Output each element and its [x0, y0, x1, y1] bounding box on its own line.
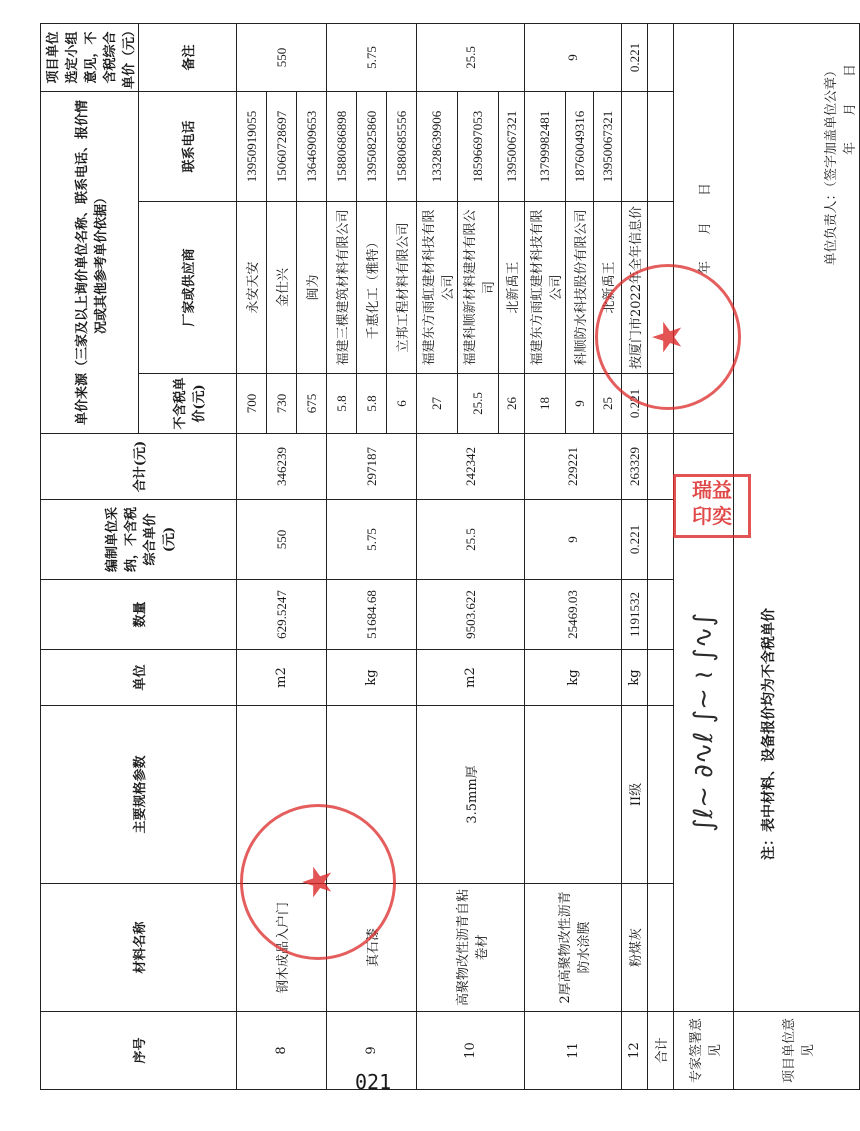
cell-supplier: 福建东方雨虹建材科技有限公司: [525, 202, 566, 374]
summary-label: 合计: [648, 1012, 674, 1090]
cell-no: 9: [327, 1012, 417, 1090]
col-pre-tax: 不含税单价(元): [139, 374, 237, 434]
project-date: 年 月 日: [843, 64, 858, 156]
cell-qty: 1191532: [622, 580, 648, 650]
cell-quote-price: 5.8: [327, 374, 357, 434]
cell-total: 229221: [525, 434, 622, 500]
cell-name: 高聚物改性沥青自粘卷材: [417, 884, 525, 1012]
table-row: [417, 24, 458, 1090]
expert-label: 专家签署意见: [674, 1012, 734, 1090]
rotated-price-sheet: [40, 23, 858, 1090]
col-unit: 单位: [41, 650, 237, 706]
cell-total: 242342: [417, 434, 525, 500]
cell-supplier: 金仕兴: [267, 202, 297, 374]
header-row-1: [41, 24, 139, 1090]
cell-unit: kg: [622, 650, 648, 706]
cell-name: 真石漆: [327, 884, 417, 1012]
cell-phone: 13950919055: [237, 92, 267, 202]
cell-phone: 15880686898: [327, 92, 357, 202]
cell-supplier: 立邦工程材料有限公司: [387, 202, 417, 374]
cell-supplier: 北新禹王: [594, 202, 622, 374]
cell-no: 10: [417, 1012, 525, 1090]
cell-no: 8: [237, 1012, 327, 1090]
summary-row: [648, 24, 674, 1090]
cell-total: 263329: [622, 434, 648, 500]
cell-phone: 13950825860: [357, 92, 387, 202]
col-total: 合计(元): [41, 434, 237, 500]
cell-phone: 13950067321: [594, 92, 622, 202]
cell-name: 粉煤灰: [622, 884, 648, 1012]
cell-supplier: 福建科顺新材料建材有限公司: [458, 202, 499, 374]
cell-supplier: 福建东方雨虹建材科技有限公司: [417, 202, 458, 374]
cell-no: 12: [622, 1012, 648, 1090]
cell-price: 550: [237, 500, 327, 580]
seal-star-icon: ★: [645, 319, 691, 355]
cell-spec: 3.5mm厚: [417, 706, 525, 884]
footnote: 注：表中材料、设备报价均为不含税单价: [761, 608, 777, 860]
cell-name: 2厚高聚物改性沥青防水涂膜: [525, 884, 622, 1012]
cell-phone: 15880685556: [387, 92, 417, 202]
cell-supplier: 永安天安: [237, 202, 267, 374]
table-row: [525, 24, 566, 1090]
cell-phone: 13799982481: [525, 92, 566, 202]
cell-project-price: 25.5: [417, 24, 525, 92]
cell-phone: 13950067321: [499, 92, 525, 202]
project-sign-text: 单位负责人：（签字加盖单位公章）: [824, 64, 839, 266]
cell-name: 钢木成品入户门: [237, 884, 327, 1012]
cell-qty: 629.5247: [237, 580, 327, 650]
cell-phone: 18760049316: [566, 92, 594, 202]
col-supplier: 厂家或供应商: [139, 202, 237, 374]
col-project-price: 项目单位选定小组意见，不含税综合单价（元）: [41, 24, 139, 92]
cell-quote-price: 25.5: [458, 374, 499, 434]
col-spec: 主要规格参数: [41, 706, 237, 884]
expert-date: 年 月 日: [674, 24, 734, 434]
cell-supplier: 千惠化工（雅特）: [357, 202, 387, 374]
cell-quote-price: 18: [525, 374, 566, 434]
cell-phone: [622, 92, 648, 202]
cell-quote-price: 9: [566, 374, 594, 434]
cell-total: 346239: [237, 434, 327, 500]
project-sign-area: [734, 24, 860, 1012]
cell-unit: kg: [525, 650, 622, 706]
cell-supplier: 科顺防水科技股份有限公司: [566, 202, 594, 374]
col-source-group: 单价来源（三家及以上询价单位名称、联系电话、报价情况或其他参考单价依据）: [41, 92, 139, 434]
table-row: [622, 24, 648, 1090]
cell-total: 297187: [327, 434, 417, 500]
page-number: 021: [355, 1070, 392, 1094]
cell-unit: m2: [237, 650, 327, 706]
col-phone: 联系电话: [139, 92, 237, 202]
project-label: 项目单位意见: [734, 1012, 860, 1090]
cell-price: 5.75: [327, 500, 417, 580]
cell-phone: 13646909653: [297, 92, 327, 202]
project-row: [734, 24, 860, 1090]
cell-unit: m2: [417, 650, 525, 706]
seal-star-icon: ★: [295, 864, 341, 900]
cell-qty: 9503.622: [417, 580, 525, 650]
cell-project-price: 9: [525, 24, 622, 92]
cell-phone: 13328639906: [417, 92, 458, 202]
col-qty: 数量: [41, 580, 237, 650]
col-material: 材料名称: [41, 884, 237, 1012]
cell-qty: 51684.68: [327, 580, 417, 650]
cell-unit: kg: [327, 650, 417, 706]
cell-quote-price: 0.221: [622, 374, 648, 434]
col-unit-price: 编制单位采纳，不含税综合单价(元): [41, 500, 237, 580]
cell-supplier: 北新禹王: [499, 202, 525, 374]
cell-project-price: 5.75: [327, 24, 417, 92]
unit-seal: [595, 264, 741, 410]
cell-supplier: 闽为: [297, 202, 327, 374]
cell-qty: 25469.03: [525, 580, 622, 650]
square-stamp: 瑞益 印奕: [673, 474, 751, 538]
cell-quote-price: 6: [387, 374, 417, 434]
cell-quote-price: 700: [237, 374, 267, 434]
cell-supplier: 福建三棵建筑材料有限公司: [327, 202, 357, 374]
cell-spec: II级: [622, 706, 648, 884]
cell-project-price: 0.221: [622, 24, 648, 92]
expert-row: [674, 24, 734, 1090]
cell-spec: [525, 706, 622, 884]
cell-quote-price: 25: [594, 374, 622, 434]
cell-phone: 15060728697: [267, 92, 297, 202]
cell-phone: 18596697053: [458, 92, 499, 202]
handwritten-signature: ∫ℓ~ ∂∿ℓ ∫∼ ≀ ∫∿∫: [688, 612, 719, 833]
cell-price: 0.221: [622, 500, 648, 580]
cell-project-price: 550: [237, 24, 327, 92]
cell-quote-price: 26: [499, 374, 525, 434]
cell-no: 11: [525, 1012, 622, 1090]
cell-quote-price: 730: [267, 374, 297, 434]
price-table: [40, 23, 860, 1090]
col-remark: 备注: [139, 24, 237, 92]
cell-supplier: 按厦门市2022年全年信息价: [622, 202, 648, 374]
cell-price: 9: [525, 500, 622, 580]
col-seq: 序号: [41, 1012, 237, 1090]
cell-quote-price: 27: [417, 374, 458, 434]
cell-price: 25.5: [417, 500, 525, 580]
company-seal: [240, 804, 396, 960]
cell-quote-price: 5.8: [357, 374, 387, 434]
cell-quote-price: 675: [297, 374, 327, 434]
